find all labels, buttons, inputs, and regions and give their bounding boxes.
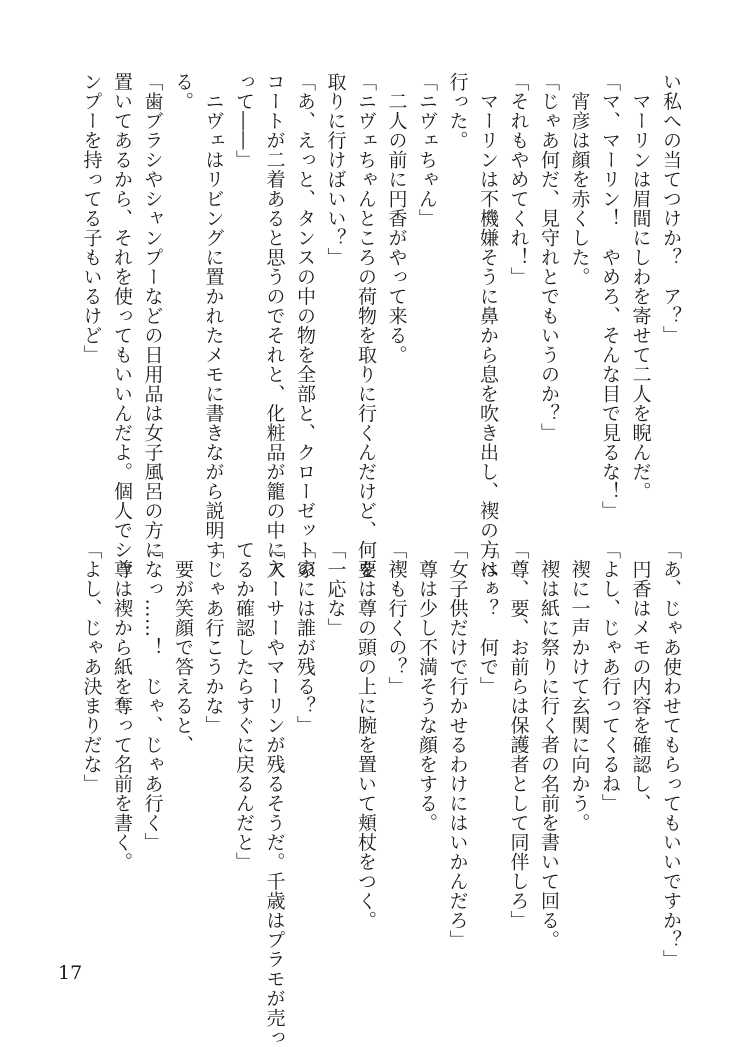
- text-line: ンプーを持ってる子もいるけど」: [80, 72, 103, 365]
- text-line: 「一応な」: [324, 540, 347, 638]
- text-line: 要が笑顔で答えると、: [172, 540, 194, 755]
- text-line: 「尊、要、お前らは保護者として同伴しろ」: [507, 540, 530, 930]
- text-line: 二人の前に円香がやって来る。: [385, 72, 408, 365]
- text-line: マーリンは不機嫌そうに鼻から息を吹き出し、禊の方へ: [477, 72, 499, 579]
- text-line: 置いてあるから、それを使ってもいいんだよ。個人でシャ: [111, 72, 133, 579]
- text-line: 「ニヴェちゃんところの荷物を取りに行くんだけど、何を: [355, 72, 377, 579]
- text-line: 「アーサーやマーリンが残るそうだ。千歳はプラモが売っ: [263, 540, 286, 1047]
- text-line: 「あ、えっと、タンスの中の物を全部と、クローゼットの: [294, 72, 316, 579]
- text-line: 円香はメモの内容を確認し、: [629, 540, 652, 813]
- text-line: てるか確認したらすぐに戻るんだと」: [233, 540, 255, 872]
- text-line: 尊は禊から紙を奪って名前を書く。: [111, 540, 133, 872]
- text-line: 「家には誰が残る？」: [294, 540, 316, 735]
- text-line: 「それもやめてくれ！」: [507, 72, 530, 287]
- text-line: 「なっ……！ じゃ、じゃあ行く」: [141, 540, 164, 852]
- text-line: コートが二着あると思うのでそれと、化粧品が籠の中に入: [263, 72, 286, 579]
- text-line: 「よし、じゃあ行ってくるね」: [599, 540, 621, 813]
- text-line: 「よし、じゃあ決まりだな」: [80, 540, 103, 794]
- text-line: 尊は少し不満そうな顔をする。: [416, 540, 438, 833]
- text-line: 宵彦は顔を赤くした。: [568, 72, 591, 287]
- text-line: マーリンは眉間にしわを寄せて二人を睨んだ。: [629, 72, 652, 501]
- text-line: い私への当てつけか？ ア？」: [660, 72, 682, 345]
- upper-text-block: [76, 72, 686, 579]
- text-line: 「あ、じゃあ使わせてもらってもいいですか？」: [660, 540, 682, 969]
- text-line: 「歯ブラシやシャンプーなどの日用品は女子風呂の方に: [141, 72, 164, 560]
- text-line: 「ニヴェちゃん」: [416, 72, 438, 228]
- text-line: 「禊も行くの？」: [385, 540, 408, 696]
- text-line: って――」: [233, 72, 255, 170]
- lower-text-block: [76, 540, 686, 1047]
- text-line: 「女子供だけで行かせるわけにはいかんだろ」: [446, 540, 469, 950]
- text-line: 取りに行けばいい？」: [324, 72, 347, 267]
- text-line: 「はぁ？ 何で」: [477, 540, 499, 696]
- text-line: 要は尊の頭の上に腕を置いて頬杖をつく。: [355, 540, 377, 930]
- text-line: 禊に一声かけて玄関に向かう。: [568, 540, 591, 833]
- text-line: る。: [172, 72, 194, 111]
- text-line: 行った。: [446, 72, 469, 150]
- text-line: 「じゃあ行こうかな」: [202, 540, 225, 735]
- page-number: 17: [58, 962, 83, 984]
- text-line: 禊は紙に祭りに行く者の名前を書いて回る。: [538, 540, 560, 950]
- text-line: ニヴェはリビングに置かれたメモに書きながら説明す: [202, 72, 225, 560]
- text-line: 「マ、マーリン！ やめろ、そんな目で見るな！」: [599, 72, 621, 521]
- text-line: 「じゃあ何だ、見守れとでもいうのか？」: [538, 72, 560, 443]
